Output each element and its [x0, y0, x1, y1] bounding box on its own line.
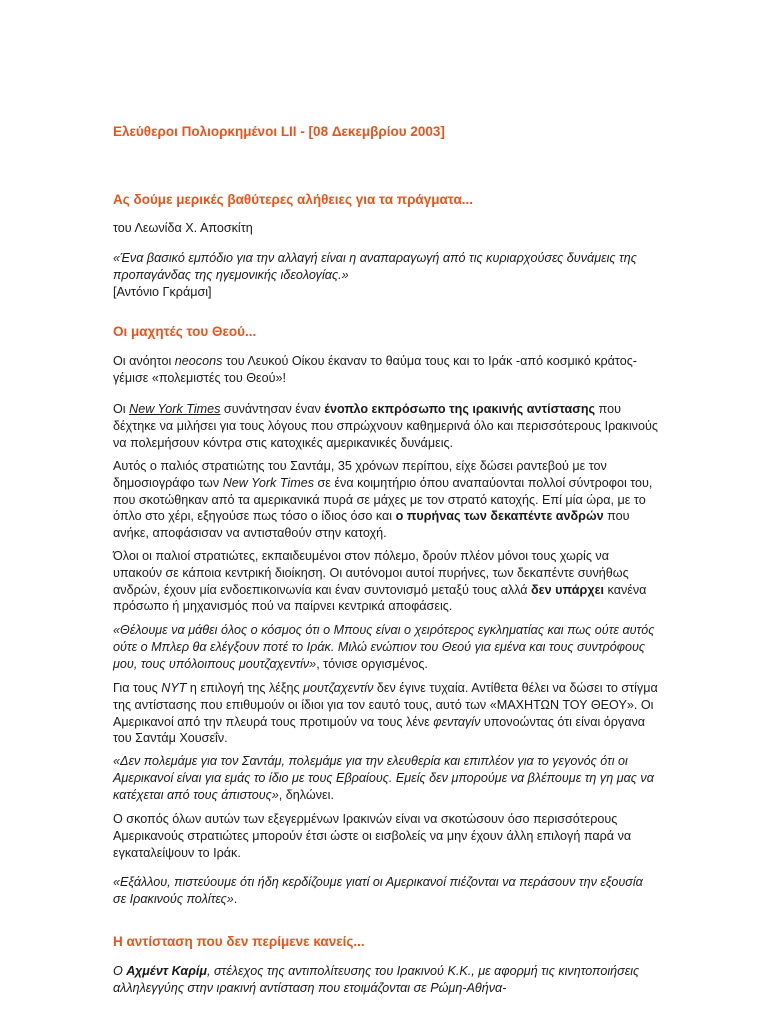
text: που ανήκε, αποφάσισαν να αντισταθούν στην κατοχή.	[113, 509, 630, 541]
emphasis-neocons: neocons	[174, 354, 223, 368]
nyt-link[interactable]: New York Times	[129, 402, 221, 416]
document-title: Ελεύθεροι Πολιορκημένοι LII - [08 Δεκεμβρίου 2003]	[113, 124, 445, 139]
emphasis-nyt-short: NYT	[161, 681, 187, 695]
emphasis-fedayeen: φενταγίν	[433, 714, 481, 729]
paragraph-ahmed-karim	[113, 963, 658, 997]
quote-bush: «Θέλουμε να μάθει όλος ο κόσμος ότι ο Μπους είναι ο χειρότερος εγκληματίας και πως ούτε αυτός ούτε ο Μπλερ θα ελέγξουν ποτέ το Ιράκ. Μιλώ ενώπιον του Θεού για εμένα και τους συντρόφους μου, τους υπόλοιπους μουτζαχεντίν»	[113, 623, 655, 671]
emphasis-nyt: New York Times	[222, 475, 315, 490]
text: Για τους	[113, 681, 162, 695]
text: δεν έγινε τυχαία. Αντίθετα θέλει να δώσει το στίγμα της αντίστασης που επιθυμούν οι ίδιοι για τον εαυτό τους, αυτό των «ΜΑΧΗΤΩΝ ΤΟΥ ΘΕΟΥ». Οι Αμερικανοί από την πλευρά τους προτιμούν να τους λένε	[113, 681, 658, 729]
section-heading-resistance: Η αντίσταση που δεν περίμενε κανείς...	[113, 934, 365, 949]
text: υπονοώντας ότι είναι όργανα του Σαντάμ Χουσεΐν.	[113, 714, 646, 746]
text: που δέχτηκε να μιλήσει για τους λόγους που σπρώχνουν καθημερινά όλο και περισσότερους Ιρακινούς να πολεμήσουν κόντρα στις κατοχικές αμερικανικές δυνάμεις.	[113, 402, 658, 450]
text: η επιλογή της λέξης	[186, 681, 304, 695]
article-headline: Ας δούμε μερικές βαθύτερες αλήθειες για τα πράγματα...	[113, 192, 473, 207]
text: , στέλεχος της αντιπολίτευσης του Ιρακινού Κ.Κ., με αφορμή τις κινητοποιήσεις αλληλεγγύης στην ιρακινή αντίσταση που ετοιμάζονται σε Ρώμη-Αθήνα-	[113, 964, 640, 995]
section-heading-fighters: Οι μαχητές του Θεού...	[113, 324, 257, 339]
text: κανένα πρόσωπο ή μηχανισμός πού να παίρνει κεντρικά αποφάσεις.	[113, 582, 647, 614]
paragraph-purpose: Ο σκοπός όλων αυτών των εξεγερμένων Ιρακινών είναι να σκοτώσουν όσο περισσότερους Αμερικανούς στρατιώτες μπορούν έτσι ώστε οι εισβολείς να μην έχουν άλλη επιλογή παρά να εγκαταλείψουν το Ιράκ.	[113, 812, 632, 860]
bold-ahmed-karim: Αχμέντ Καρίμ	[126, 964, 207, 978]
quote-freedom: «Δεν πολεμάμε για τον Σαντάμ, πολεμάμε για την ελευθερία και επιπλέον για το γεγονός ότι οι Αμερικανοί είναι για εμάς το ίδιο με τους Εβραίους. Εμείς δεν μπορούμε να βλέπουμε τη γη μας να κατέχεται από τους άπιστους»	[113, 754, 654, 802]
text: Οι ανόητοι	[113, 354, 175, 368]
paragraph-old-soldier	[113, 458, 658, 542]
bold-representative: ένοπλο εκπρόσωπο της ιρακινής αντίστασης	[324, 402, 596, 416]
text: σε ένα κοιμητήριο όπου αναπαύονται πολλοί σύντροφοι του, που σκοτώθηκαν από τα αμερικανικά πυρά σε μάχες με τον στρατό κατοχής. Επί μία ώρα, με το όπλο στο χέρι, εξηγούσε πως τόσο ο ίδιος όσο και	[113, 475, 653, 524]
quote-winning: «Εξάλλου, πιστεύουμε ότι ήδη κερδίζουμε γιατί οι Αμερικανοί πιέζονται να περάσουν την εξουσία σε Ιρακινούς πολίτες»	[113, 875, 643, 906]
text: Ο	[113, 964, 127, 978]
text: .	[233, 891, 238, 906]
paragraph-autonomous-cells	[113, 548, 658, 615]
bold-no-leader: δεν υπάρχει	[531, 582, 605, 597]
emphasis-mujahideen: μουτζαχεντίν	[303, 681, 374, 695]
text: , δηλώνει.	[278, 787, 334, 802]
paragraph-neocons	[113, 353, 658, 387]
text: συνάντησαν έναν	[220, 402, 325, 416]
text: , τόνισε οργισμένος.	[316, 656, 428, 671]
paragraph-quote-winning	[113, 874, 658, 908]
text: Οι	[113, 402, 130, 416]
paragraph-quote-freedom	[113, 753, 658, 803]
epigraph	[113, 250, 658, 300]
paragraph-nyt-meeting	[113, 401, 658, 451]
epigraph-quote: «Ένα βασικό εμπόδιο για την αλλαγή είναι η αναπαραγωγή από τις κυριαρχούσες δυνάμεις της προπαγάνδας της ηγεμονικής ιδεολογίας.»	[113, 251, 637, 282]
epigraph-author: [Αντόνιο Γκράμσι]	[113, 284, 212, 299]
text: Όλοι οι παλιοί στρατιώτες, εκπαιδευμένοι στον πόλεμο, δρούν πλέον μόνοι τους χωρίς να υπακούν σε κάποια κεντρική διοίκηση. Οι αυτόνομοι αυτοί πυρήνες, των δεκαπέντε συνήθως ανδρών, έχουν μία ενδοεπικοινωνία και έναν συντονισμό μεταξύ τους αλλά	[113, 549, 629, 597]
text: του Λευκού Οίκου έκαναν το θαύμα τους και το Ιράκ -από κοσμικό κράτος- γέμισε «πολεμιστές του Θεού»!	[113, 354, 637, 385]
text: Αυτός ο παλιός στρατιώτης του Σαντάμ, 35 χρόνων περίπου, είχε δώσει ραντεβού με τον δημοσιογράφο των	[113, 459, 607, 490]
bold-cell: ο πυρήνας των δεκαπέντε ανδρών	[395, 509, 604, 524]
byline: του Λεωνίδα Χ. Αποσκίτη	[113, 221, 253, 235]
paragraph-mujahideen	[113, 680, 658, 747]
paragraph-quote-bush	[113, 622, 658, 672]
